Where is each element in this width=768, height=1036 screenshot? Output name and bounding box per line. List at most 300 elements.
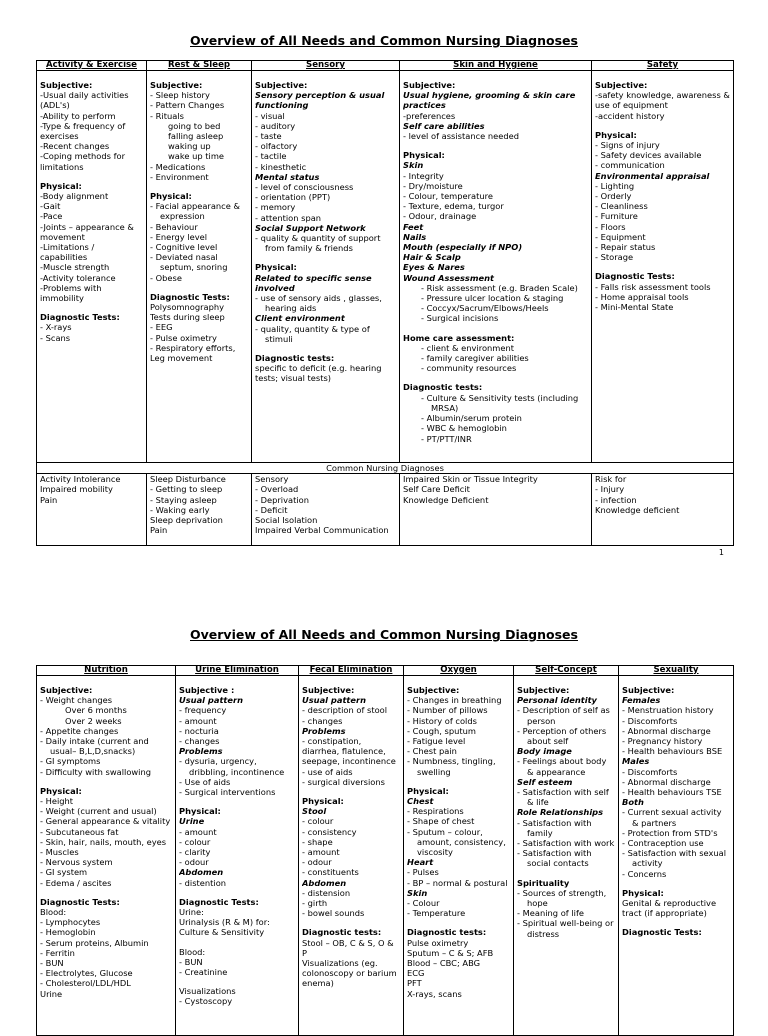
list-item: - bowel sounds bbox=[302, 908, 365, 919]
list-item: - Abnormal discharge bbox=[622, 725, 711, 736]
text-line: -preferences bbox=[403, 110, 456, 121]
section-heading: Subjective: bbox=[302, 685, 355, 695]
text-line: diarrhea, flatulence, seepage, incontinence bbox=[302, 746, 396, 767]
list-item: - use of sensory aids , glasses, hearing aids bbox=[255, 293, 382, 314]
text-line: Urine bbox=[40, 988, 63, 999]
list-item: - auditory bbox=[255, 120, 296, 131]
page-number: 1 bbox=[718, 548, 724, 557]
list-item: - constituents bbox=[302, 867, 359, 878]
list-item: - taste bbox=[255, 131, 282, 142]
list-item: - Number of pillows bbox=[407, 705, 488, 716]
text-line: -Joints – appearance & movement bbox=[40, 221, 134, 242]
subsection-heading: Heart bbox=[407, 857, 434, 868]
text-line: Leg movement bbox=[150, 353, 213, 364]
text-line: Genital & reproductive tract (if appropriate) bbox=[622, 898, 717, 919]
list-item: - girth bbox=[302, 898, 328, 909]
list-subitem: wake up time bbox=[168, 151, 225, 162]
text-line: Stool – OB, C & S, O & P bbox=[302, 937, 394, 958]
assessment-cell bbox=[619, 676, 734, 1036]
assessment-cell bbox=[176, 676, 299, 1036]
subsection-heading: Abdomen bbox=[302, 877, 347, 888]
list-item: - amount bbox=[302, 847, 340, 858]
list-item: - Discomforts bbox=[622, 766, 678, 777]
needs-table-page-1 bbox=[36, 60, 734, 546]
section-heading: Subjective: bbox=[255, 80, 308, 90]
subsection-heading: Problems bbox=[179, 746, 223, 757]
text-line: Polysomnography bbox=[150, 302, 225, 313]
diagnosis-item: Pain bbox=[40, 494, 58, 505]
diagnosis-item: Sleep deprivation bbox=[150, 515, 223, 526]
list-item: - Contraception use bbox=[622, 838, 704, 849]
list-item: - kinesthetic bbox=[255, 161, 307, 172]
subsection-heading: Chest bbox=[407, 796, 434, 807]
header-row bbox=[37, 666, 734, 676]
section-heading: Physical: bbox=[179, 806, 221, 817]
list-item: - Orderly bbox=[595, 191, 632, 202]
list-item: - Numbness, tingling, swelling bbox=[407, 756, 496, 777]
list-item: - Repair status bbox=[595, 242, 656, 253]
list-item: - Equipment bbox=[595, 231, 646, 242]
text-line: -safety knowledge, awareness & use of equipment bbox=[595, 90, 730, 111]
section-heading: Subjective: bbox=[407, 685, 460, 695]
list-item: - Electrolytes, Glucose bbox=[40, 968, 133, 979]
text-line: Sputum – C & S; AFB bbox=[407, 947, 494, 958]
diagnoses-row bbox=[37, 474, 734, 546]
subsection-heading: Hair & Scalp bbox=[403, 252, 461, 263]
text-line: Blood: bbox=[40, 907, 67, 918]
assessment-cell bbox=[252, 71, 400, 463]
subsection-heading: Feet bbox=[403, 221, 424, 232]
list-item: - Protection from STD's bbox=[622, 827, 718, 838]
list-item: - Creatinine bbox=[179, 967, 228, 978]
subsection-heading: Related to specific sense involved bbox=[255, 272, 372, 293]
list-item: - Lymphocytes bbox=[40, 917, 101, 928]
list-item: - PT/PTT/INR bbox=[421, 433, 472, 444]
section-heading: Spirituality bbox=[517, 877, 570, 888]
diagnosis-item: - infection bbox=[595, 494, 637, 505]
diagnosis-item: Knowledge deficient bbox=[595, 504, 680, 515]
text-line: Urinalysis (R & M) for: bbox=[179, 917, 270, 928]
list-item: - Odour, drainage bbox=[403, 211, 477, 222]
list-item: - changes bbox=[302, 715, 343, 726]
section-heading: Diagnostic Tests: bbox=[40, 896, 120, 907]
list-item: - client & environment bbox=[421, 342, 515, 353]
list-item: - Falls risk assessment tools bbox=[595, 281, 711, 292]
section-heading: Diagnostic tests: bbox=[407, 927, 487, 938]
list-item: - visual bbox=[255, 110, 285, 121]
list-item: - distention bbox=[179, 877, 227, 888]
list-item: - dysuria, urgency, dribbling, incontinence bbox=[179, 756, 285, 777]
list-item: - Albumin/serum protein bbox=[421, 413, 522, 424]
subsection-heading: Eyes & Nares bbox=[403, 262, 465, 273]
subsection-heading: Client environment bbox=[255, 313, 345, 324]
list-item: - Use of aids bbox=[179, 776, 231, 787]
list-item: - Respiratory efforts, bbox=[150, 342, 236, 353]
text-line: -Muscle strength bbox=[40, 262, 110, 273]
list-item: - shape bbox=[302, 836, 333, 847]
list-item: - Home appraisal tools bbox=[595, 291, 689, 302]
list-item: - Sleep history bbox=[150, 90, 210, 101]
section-heading: Physical: bbox=[40, 785, 82, 796]
list-item: - Concerns bbox=[622, 868, 667, 879]
column-header: Skin and Hygiene bbox=[400, 61, 592, 71]
list-subitem: waking up bbox=[168, 141, 211, 152]
list-item: - use of aids bbox=[302, 766, 353, 777]
list-item: - Surgical interventions bbox=[179, 787, 276, 798]
assessment-cell bbox=[37, 676, 176, 1036]
column-header: Fecal Elimination bbox=[299, 666, 404, 676]
section-heading: Subjective: bbox=[622, 685, 675, 695]
list-item: - Satisfaction with sexual activity bbox=[622, 848, 727, 869]
assessment-row bbox=[37, 676, 734, 1036]
list-item: - Mini-Mental State bbox=[595, 302, 674, 313]
text-line: -Recent changes bbox=[40, 141, 110, 152]
text-line: Blood: bbox=[179, 946, 206, 957]
list-item: - Pulses bbox=[407, 867, 439, 878]
assessment-cell bbox=[147, 71, 252, 463]
list-item: - Daily intake (current and usual– B,L,D,snacks) bbox=[40, 736, 149, 757]
subsection-heading: Stool bbox=[302, 806, 327, 817]
subsection-heading: Problems bbox=[302, 725, 346, 736]
list-item: - communication bbox=[595, 160, 665, 171]
list-item: - BUN bbox=[40, 958, 64, 969]
list-subitem: Over 2 weeks bbox=[65, 715, 122, 726]
list-item: - Pattern Changes bbox=[150, 100, 225, 111]
diagnosis-item: - Overload bbox=[255, 484, 299, 495]
list-item: - nocturia bbox=[179, 725, 219, 736]
section-heading: Subjective : bbox=[179, 685, 235, 695]
diagnosis-item: - Waking early bbox=[150, 504, 210, 515]
list-item: - Temperature bbox=[407, 908, 466, 919]
text-line: -Gait bbox=[40, 201, 61, 212]
subsection-heading: Sensory perception & usual functioning bbox=[255, 90, 385, 111]
subsection-heading: Females bbox=[622, 695, 661, 706]
section-heading: Physical: bbox=[255, 262, 297, 273]
list-item: - Behaviour bbox=[150, 221, 198, 232]
subsection-heading: Males bbox=[622, 756, 650, 767]
list-item: - Subcutaneous fat bbox=[40, 826, 119, 837]
list-item: - Satisfaction with work bbox=[517, 838, 615, 849]
section-heading: Diagnostic Tests: bbox=[595, 271, 675, 282]
assessment-row bbox=[37, 71, 734, 463]
list-item: - Texture, edema, turgor bbox=[403, 201, 504, 212]
list-item: - Energy level bbox=[150, 231, 208, 242]
list-item: - Nervous system bbox=[40, 857, 113, 868]
subsection-heading: Both bbox=[622, 797, 644, 808]
section-heading: Physical: bbox=[622, 887, 664, 898]
assessment-cell bbox=[400, 71, 592, 463]
column-header: Nutrition bbox=[37, 666, 176, 676]
list-item: - BUN bbox=[179, 956, 203, 967]
subsection-heading: Usual hygiene, grooming & skin care practices bbox=[403, 90, 576, 111]
list-item: - Safety devices available bbox=[595, 150, 702, 161]
subsection-heading: Mental status bbox=[255, 171, 320, 182]
section-heading: Physical: bbox=[150, 191, 192, 202]
subsection-heading: Self care abilities bbox=[403, 120, 485, 131]
list-item: - Pregnancy history bbox=[622, 736, 703, 747]
diagnosis-item: Pain bbox=[150, 525, 168, 536]
list-item: - olfactory bbox=[255, 141, 298, 152]
list-item: - GI symptoms bbox=[40, 756, 101, 767]
list-item: - Shape of chest bbox=[407, 816, 475, 827]
list-item: - amount bbox=[179, 715, 217, 726]
text-line: Tests during sleep bbox=[150, 312, 225, 323]
list-item: - EEG bbox=[150, 322, 173, 333]
header-row bbox=[37, 61, 734, 71]
list-item: - memory bbox=[255, 202, 296, 213]
text-line: Urine: bbox=[179, 907, 204, 918]
diagnosis-item: - Injury bbox=[595, 484, 625, 495]
text-line: -Usual daily activities (ADL's) bbox=[40, 90, 129, 111]
list-subitem: Over 6 months bbox=[65, 705, 127, 716]
list-item: - quality, quantity & type of stimuli bbox=[255, 323, 370, 344]
list-item: - quality & quantity of support from family & friends bbox=[255, 233, 381, 254]
page-1-title: Overview of All Needs and Common Nursing Diagnoses bbox=[190, 33, 578, 48]
list-item: - Integrity bbox=[403, 170, 444, 181]
list-item: - Cholesterol/LDL/HDL bbox=[40, 978, 131, 989]
text-line: -accident history bbox=[595, 110, 665, 121]
list-item: - Colour bbox=[407, 898, 440, 909]
subsection-heading: Mouth (especially if NPO) bbox=[403, 242, 523, 253]
list-item: - Deviated nasal septum, snoring bbox=[150, 252, 228, 273]
subsection-heading: Self esteem bbox=[517, 776, 573, 787]
subsection-heading: Abdomen bbox=[179, 867, 224, 878]
list-item: - Furniture bbox=[595, 211, 638, 222]
list-item: - family caregiver abilities bbox=[421, 353, 529, 364]
diagnoses-cell bbox=[400, 474, 592, 546]
spacer bbox=[179, 938, 295, 947]
text-line: -Type & frequency of exercises bbox=[40, 120, 126, 142]
text-line: -Activity tolerance bbox=[40, 272, 116, 283]
assessment-cell bbox=[404, 676, 514, 1036]
list-item: - distension bbox=[302, 887, 351, 898]
column-header: Sensory bbox=[252, 61, 400, 71]
list-item: - constipation, bbox=[302, 736, 362, 747]
list-item: - Pulse oximetry bbox=[150, 332, 217, 343]
text-line: -Limitations / capabilities bbox=[40, 242, 95, 263]
list-item: - BP – normal & postural bbox=[407, 877, 508, 888]
list-subitem: falling asleep bbox=[168, 131, 224, 142]
list-item: - Coccyx/Sacrum/Elbows/Heels bbox=[421, 303, 549, 314]
list-item: - Storage bbox=[595, 252, 634, 263]
list-item: - Abnormal discharge bbox=[622, 776, 711, 787]
list-item: - Difficulty with swallowing bbox=[40, 766, 152, 777]
section-heading: Diagnostic Tests: bbox=[179, 896, 259, 907]
list-item: - Health behaviours TSE bbox=[622, 787, 722, 798]
diagnosis-item: Impaired Skin or Tissue Integrity bbox=[403, 474, 538, 485]
column-header: Urine Elimination bbox=[176, 666, 299, 676]
list-item: - Chest pain bbox=[407, 746, 457, 757]
section-heading: Diagnostic Tests: bbox=[622, 927, 702, 938]
section-heading: Subjective: bbox=[595, 80, 648, 90]
list-item: - odour bbox=[302, 857, 332, 868]
section-heading: Subjective: bbox=[40, 685, 93, 695]
list-item: - Menstruation history bbox=[622, 705, 714, 716]
diagnoses-cell bbox=[252, 474, 400, 546]
list-item: - community resources bbox=[421, 363, 517, 374]
list-item: - Description of self as person bbox=[517, 705, 610, 726]
list-item: - consistency bbox=[302, 826, 357, 837]
list-item: - Cough, sputum bbox=[407, 725, 477, 736]
subsection-heading: Personal identity bbox=[517, 695, 597, 706]
common-diagnoses-label-row bbox=[37, 463, 734, 474]
list-item: - Colour, temperature bbox=[403, 191, 493, 202]
text-line: Culture & Sensitivity bbox=[179, 927, 265, 938]
diagnoses-cell bbox=[147, 474, 252, 546]
subsection-heading: Environmental appraisal bbox=[595, 170, 710, 181]
list-item: - frequency bbox=[179, 705, 227, 716]
list-item: - GI system bbox=[40, 867, 88, 878]
list-subitem: going to bed bbox=[168, 120, 221, 131]
list-item: - orientation (PPT) bbox=[255, 192, 331, 203]
list-item: - Ferritin bbox=[40, 947, 75, 958]
assessment-cell bbox=[37, 71, 147, 463]
list-item: - Satisfaction with social contacts bbox=[517, 848, 592, 869]
list-item: - Sputum – colour, amount, consistency, viscosity bbox=[407, 826, 506, 858]
subsection-heading: Skin bbox=[403, 160, 424, 171]
list-item: - Feelings about body & appearance bbox=[517, 756, 607, 777]
section-heading: Diagnostic Tests: bbox=[150, 291, 230, 302]
text-line: specific to deficit (e.g. hearing tests; visual tests) bbox=[255, 363, 382, 384]
diagnoses-cell bbox=[592, 474, 734, 546]
column-header: Sexuality bbox=[619, 666, 734, 676]
text-line: X-rays, scans bbox=[407, 988, 462, 999]
list-item: - attention span bbox=[255, 212, 322, 223]
list-item: - Perception of others about self bbox=[517, 725, 607, 747]
section-heading: Diagnostic Tests: bbox=[40, 312, 120, 323]
assessment-cell bbox=[299, 676, 404, 1036]
list-item: - Appetite changes bbox=[40, 725, 119, 736]
list-item: - tactile bbox=[255, 151, 287, 162]
assessment-cell bbox=[592, 71, 734, 463]
list-item: - History of colds bbox=[407, 715, 477, 726]
list-item: - Pressure ulcer location & staging bbox=[421, 293, 564, 304]
diagnosis-item: - Deficit bbox=[255, 504, 288, 515]
list-item: - Environment bbox=[150, 171, 209, 182]
subsection-heading: Social Support Network bbox=[255, 222, 366, 233]
section-heading: Subjective: bbox=[403, 80, 456, 90]
text-line: ECG bbox=[407, 968, 425, 979]
list-item: - Serum proteins, Albumin bbox=[40, 937, 149, 948]
list-item: - Edema / ascites bbox=[40, 877, 112, 888]
subsection-heading: Wound Assessment bbox=[403, 272, 494, 283]
text-line: Visualizations (eg. colonoscopy or barium enema) bbox=[302, 958, 397, 989]
list-item: - Health behaviours BSE bbox=[622, 746, 723, 757]
subsection-heading: Body image bbox=[517, 746, 572, 757]
list-item: - Rituals bbox=[150, 110, 184, 121]
subsection-heading: Nails bbox=[403, 231, 427, 242]
common-diagnoses-label: Common Nursing Diagnoses bbox=[37, 463, 734, 474]
list-item: - Muscles bbox=[40, 847, 79, 858]
list-item: - Height bbox=[40, 796, 74, 807]
list-item: - level of consciousness bbox=[255, 182, 354, 193]
list-item: - Weight changes bbox=[40, 695, 113, 706]
section-heading: Subjective: bbox=[150, 80, 203, 90]
column-header: Activity & Exercise bbox=[37, 61, 147, 71]
list-item: - Cleanliness bbox=[595, 201, 648, 212]
list-item: - WBC & hemoglobin bbox=[421, 423, 507, 434]
list-item: - colour bbox=[179, 836, 211, 847]
section-heading: Diagnostic tests: bbox=[255, 353, 335, 364]
list-item: - Lighting bbox=[595, 180, 635, 191]
subsection-heading: Usual pattern bbox=[179, 695, 244, 706]
list-item: - level of assistance needed bbox=[403, 131, 519, 142]
list-item: - Spiritual well-being or distress bbox=[517, 918, 614, 939]
list-item: - Signs of injury bbox=[595, 140, 660, 151]
column-header: Safety bbox=[592, 61, 734, 71]
list-item: - Weight (current and usual) bbox=[40, 806, 157, 817]
text-line: Blood – CBC; ABG bbox=[407, 958, 481, 969]
diagnosis-item: - Getting to sleep bbox=[150, 484, 223, 495]
column-header: Self-Concept bbox=[514, 666, 619, 676]
list-item: - Meaning of life bbox=[517, 908, 584, 919]
spacer bbox=[179, 977, 295, 986]
text-line: -Body alignment bbox=[40, 191, 109, 202]
subsection-heading: Usual pattern bbox=[302, 695, 367, 706]
list-item: - Scans bbox=[40, 332, 71, 343]
needs-table-page-2 bbox=[36, 665, 734, 1036]
list-item: - amount bbox=[179, 826, 217, 837]
list-item: - Medications bbox=[150, 161, 206, 172]
list-item: - X-rays bbox=[40, 322, 72, 333]
diagnosis-item: Social Isolation bbox=[255, 515, 318, 526]
subsection-heading: Role Relationships bbox=[517, 807, 604, 818]
list-item: - colour bbox=[302, 816, 334, 827]
page-2-title: Overview of All Needs and Common Nursing Diagnoses bbox=[190, 627, 578, 642]
list-item: - Satisfaction with self & life bbox=[517, 787, 609, 808]
list-item: - Discomforts bbox=[622, 715, 678, 726]
list-item: - General appearance & vitality bbox=[40, 816, 171, 827]
list-item: - Skin, hair, nails, mouth, eyes bbox=[40, 836, 167, 847]
section-heading: Diagnostic tests: bbox=[302, 927, 382, 938]
text-line: Visualizations bbox=[179, 986, 236, 997]
text-line: -Coping methods for limitations bbox=[40, 151, 126, 172]
diagnosis-item: Sensory bbox=[255, 474, 289, 485]
list-item: - Satisfaction with family bbox=[517, 817, 592, 838]
diagnosis-item: Sleep Disturbance bbox=[150, 474, 226, 485]
section-heading: Physical: bbox=[595, 129, 637, 140]
text-line: PFT bbox=[407, 978, 422, 989]
list-item: - Respirations bbox=[407, 806, 464, 817]
list-item: - description of stool bbox=[302, 705, 388, 716]
section-heading: Physical: bbox=[302, 796, 344, 807]
diagnosis-item: Knowledge Deficient bbox=[403, 494, 489, 505]
column-header: Oxygen bbox=[404, 666, 514, 676]
list-item: - Cognitive level bbox=[150, 242, 218, 253]
diagnosis-item: - Staying asleep bbox=[150, 494, 217, 505]
list-item: - odour bbox=[179, 857, 209, 868]
list-item: - Facial appearance & expression bbox=[150, 201, 240, 222]
assessment-cell bbox=[514, 676, 619, 1036]
diagnosis-item: Impaired Verbal Communication bbox=[255, 525, 389, 536]
diagnoses-cell bbox=[37, 474, 147, 546]
list-item: - Floors bbox=[595, 221, 626, 232]
list-item: - Obese bbox=[150, 272, 182, 283]
list-item: - Current sexual activity & partners bbox=[622, 807, 722, 828]
section-heading: Physical: bbox=[403, 150, 445, 161]
section-heading: Physical: bbox=[407, 785, 449, 796]
list-item: - Sources of strength, hope bbox=[517, 887, 607, 909]
diagnosis-item: Impaired mobility bbox=[40, 484, 113, 495]
section-heading: Subjective: bbox=[40, 80, 93, 90]
list-item: - Dry/moisture bbox=[403, 180, 463, 191]
column-header: Rest & Sleep bbox=[147, 61, 252, 71]
list-item: - Surgical incisions bbox=[421, 313, 499, 324]
list-item: - Culture & Sensitivity tests (including MRSA) bbox=[421, 392, 579, 413]
text-line: -Ability to perform bbox=[40, 110, 116, 121]
subsection-heading: Skin bbox=[407, 887, 428, 898]
diagnosis-item: Risk for bbox=[595, 474, 627, 485]
